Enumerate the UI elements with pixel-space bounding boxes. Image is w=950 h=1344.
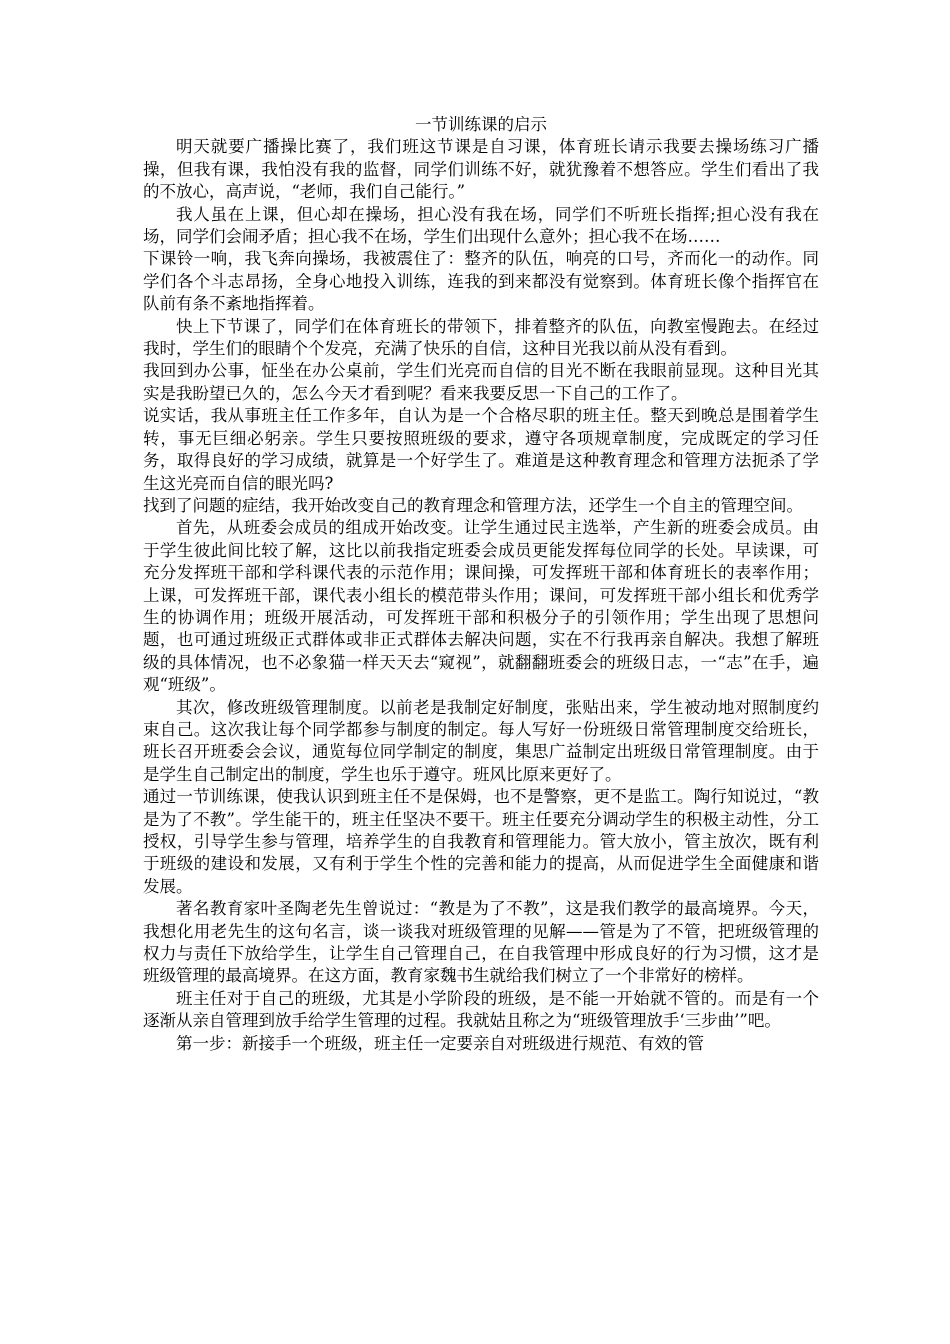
paragraph: 班主任对于自己的班级，尤其是小学阶段的班级，是不能一开始就不管的。而是有一个逐渐从亲自管理到放手给学生管理的过程。我就姑且称之为“班级管理放手‘三步曲’”吧。	[143, 988, 819, 1031]
paragraph: 快上下节课了，同学们在体育班长的带领下，排着整齐的队伍，向教室慢跑去。在经过我时，学生们的眼睛个个发亮，充满了快乐的自信，这种目光我以前从没有看到。	[143, 316, 819, 359]
paragraph: 第一步：新接手一个班级，班主任一定要亲自对班级进行规范、有效的管	[176, 1033, 704, 1053]
paragraph: 下课铃一响，我飞奔向操场，我被震住了：整齐的队伍，响亮的口号，齐而化一的动作。同学们各个斗志昂扬，全身心地投入训练，连我的到来都没有觉察到。体育班长像个指挥官在队前有条不紊地指挥着。	[143, 249, 819, 314]
document-body	[143, 136, 819, 1055]
paragraph: 我回到办公事，怔坐在办公桌前，学生们光亮而自信的目光不断在我眼前显现。这种目光其实是我盼望已久的，怎么今天才看到呢？看来我要反思一下自己的工作了。	[143, 361, 819, 403]
paragraph: 找到了问题的症结，我开始改变自己的教育理念和管理方法，还学生一个自主的管理空间。	[143, 495, 803, 515]
paragraph: 说实话，我从事班主任工作多年，自认为是一个合格尽职的班主任。整天到晚总是围着学生转，事无巨细必躬亲。学生只要按照班级的要求，遵守各项规章制度，完成既定的学习任务，取得良好的学习成绩，就算是一个好学生了。难道是这种教育理念和管理方法扼杀了学生这光亮而自信的眼光吗?	[143, 406, 819, 493]
document-title: 一节训练课的启示	[415, 115, 547, 134]
paragraph: 我人虽在上课，但心却在操场，担心没有我在场，同学们不听班长指挥;担心没有我在场，同学们会闹矛盾；担心我不在场，学生们出现什么意外；担心我不在场……	[143, 204, 819, 247]
paragraph: 著名教育家叶圣陶老先生曾说过：“教是为了不教”，这是我们教学的最高境界。今天，我想化用老先生的这句名言，谈一谈我对班级管理的见解——管是为了不管，把班级管理的权力与责任下放给学生，让学生自己管理自己，在自我管理中形成良好的行为习惯，这才是班级管理的最高境界。在这方面，教育家魏书生就给我们树立了一个非常好的榜样。	[143, 899, 819, 986]
paragraph: 通过一节训练课，使我认识到班主任不是保姆，也不是警察，更不是监工。陶行知说过，“教是为了不教”。学生能干的，班主任坚决不要干。班主任要充分调动学生的积极主动性，分工授权，引导学生参与管理，培养学生的自我教育和管理能力。管大放小，管主放次，既有利于班级的建设和发展，又有利于学生个性的完善和能力的提高，从而促进学生全面健康和谐发展。	[143, 787, 819, 896]
paragraph: 首先，从班委会成员的组成开始改变。让学生通过民主选举，产生新的班委会成员。由于学生彼此间比较了解，这比以前我指定班委会成员更能发挥每位同学的长处。早读课，可充分发挥班干部和学科课代表的示范作用；课间操，可发挥班干部和体育班长的表率作用；上课，可发挥班干部，课代表小组长的模范带头作用；课间，可发挥班干部小组长和优秀学生的协调作用；班级开展活动，可发挥班干部和积极分子的引领作用；学生出现了思想问题，也可通过班级正式群体或非正式群体去解决问题，实在不行我再亲自解决。我想了解班级的具体情况，也不必象猫一样天天去“窥视”，就翻翻班委会的班级日志，一“志”在手，遍观“班级”。	[143, 518, 819, 695]
paragraph: 其次，修改班级管理制度。以前老是我制定好制度，张贴出来，学生被动地对照制度约束自己。这次我让每个同学都参与制度的制定。每人写好一份班级日常管理制度交给班长，班长召开班委会会议，通览每位同学制定的制度，集思广益制定出班级日常管理制度。由于是学生自己制定出的制度，学生也乐于遵守。班风比原来更好了。	[143, 697, 819, 784]
paragraph: 明天就要广播操比赛了，我们班这节课是自习课，体育班长请示我要去操场练习广播操，但我有课，我怕没有我的监督，同学们训练不好，就犹豫着不想答应。学生们看出了我的不放心，高声说，“老师，我们自己能行。”	[143, 137, 819, 202]
document-page	[143, 114, 819, 1055]
